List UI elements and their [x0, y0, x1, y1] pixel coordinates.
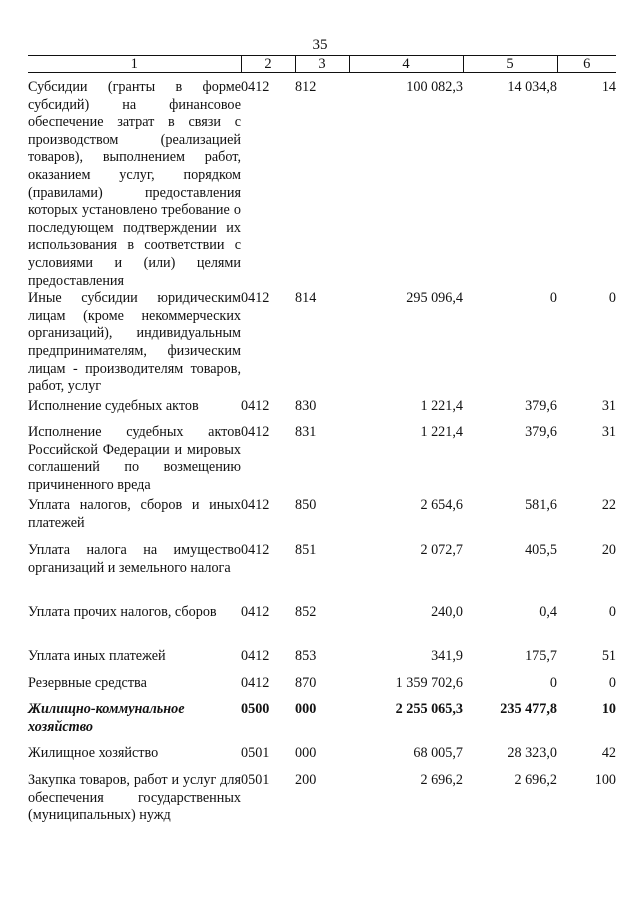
row-expense-type-code: 812	[295, 79, 317, 95]
row-expense-type-code: 870	[295, 675, 317, 692]
row-percent: 31	[601, 424, 616, 441]
row-section-code: 0412	[241, 648, 270, 665]
row-name: Уплата налогов, сборов и иных платежей	[28, 497, 241, 531]
row-executed-amount: 379,6	[525, 398, 557, 415]
row-planned-amount: 341,9	[431, 648, 463, 665]
table-row	[28, 73, 616, 291]
row-expense-type-code: 853	[295, 648, 317, 665]
row-executed-amount: 2 696,2	[514, 772, 557, 789]
row-percent: 14	[601, 79, 616, 95]
row-expense-type-code: 852	[295, 604, 317, 621]
row-executed-amount: 0,4	[539, 604, 557, 621]
row-expense-type-code: 000	[295, 745, 317, 762]
row-executed-amount: 581,6	[525, 497, 557, 514]
row-expense-type-code: 850	[295, 497, 317, 514]
column-header-2: 2	[241, 56, 295, 73]
row-percent: 0	[608, 290, 616, 307]
row-planned-amount: 68 005,7	[413, 745, 463, 762]
column-header-5: 5	[463, 56, 557, 73]
table-row	[28, 675, 616, 701]
row-executed-amount: 235 477,8	[500, 701, 557, 718]
row-executed-amount: 28 323,0	[507, 745, 557, 762]
row-planned-amount: 2 255 065,3	[395, 701, 463, 718]
table-row	[28, 290, 616, 398]
row-executed-amount: 0	[549, 290, 557, 307]
row-section-code: 0412	[241, 542, 270, 559]
row-executed-amount: 0	[549, 675, 557, 692]
row-executed-amount: 379,6	[525, 424, 557, 441]
row-section-code: 0412	[241, 398, 270, 415]
row-planned-amount: 1 359 702,6	[395, 675, 463, 692]
row-name: Закупка товаров, работ и услуг для обеспечения государственных (муниципальных) нужд	[28, 772, 241, 824]
table-row	[28, 398, 616, 424]
row-planned-amount: 295 096,4	[406, 290, 463, 307]
row-section-code: 0501	[241, 745, 270, 762]
row-section-code: 0501	[241, 772, 270, 789]
row-percent: 100	[594, 772, 616, 789]
row-percent: 22	[601, 497, 616, 514]
row-name: Субсидии (гранты в форме субсидий) на финансовое обеспечение затрат в связи с производством (реализацией товаров), выполнением работ, оказанием услуг, порядком (правилами) предоставления которых установлено требование о последующем подтверждении их использования в соответствии с условиями и (или) целями предоставления	[28, 79, 241, 289]
row-section-code: 0500	[241, 701, 270, 718]
page-number: 35	[312, 37, 328, 53]
row-expense-type-code: 814	[295, 290, 317, 307]
table-row	[28, 542, 616, 604]
row-planned-amount: 2 654,6	[420, 497, 463, 514]
column-header-1: 1	[28, 56, 241, 73]
row-name: Жилищно-коммунальное хозяйство	[28, 701, 185, 735]
row-expense-type-code: 831	[295, 424, 317, 441]
table-header-row	[28, 56, 616, 73]
column-header-3: 3	[295, 56, 349, 73]
row-section-code: 0412	[241, 497, 270, 514]
column-header-6: 6	[557, 56, 616, 73]
row-percent: 20	[601, 542, 616, 559]
table-row	[28, 497, 616, 542]
row-planned-amount: 1 221,4	[420, 398, 463, 415]
row-executed-amount: 175,7	[525, 648, 557, 665]
row-name: Уплата прочих налогов, сборов	[28, 604, 217, 621]
table-row	[28, 745, 616, 772]
row-section-code: 0412	[241, 675, 270, 692]
row-planned-amount: 2 696,2	[420, 772, 463, 789]
row-executed-amount: 14 034,8	[507, 79, 557, 95]
row-expense-type-code: 830	[295, 398, 317, 415]
row-name: Жилищное хозяйство	[28, 745, 159, 762]
row-section-code: 0412	[241, 604, 270, 621]
row-name: Уплата налога на имущество организаций и земельного налога	[28, 542, 241, 576]
row-name: Иные субсидии юридическим лицам (кроме некоммерческих организаций), индивидуальным предпринимателям, физическим лицам - производителям товаров, работ, услуг	[28, 290, 241, 395]
row-percent: 51	[601, 648, 616, 665]
row-planned-amount: 100 082,3	[406, 79, 463, 95]
row-name: Уплата иных платежей	[28, 648, 166, 665]
row-section-code: 0412	[241, 424, 270, 441]
row-percent: 10	[601, 701, 616, 718]
budget-table	[28, 55, 616, 844]
row-percent: 0	[608, 604, 616, 621]
row-name: Резервные средства	[28, 675, 147, 692]
column-header-4: 4	[349, 56, 463, 73]
table-row	[28, 604, 616, 648]
table-row	[28, 772, 616, 844]
row-section-code: 0412	[241, 290, 270, 307]
row-percent: 0	[608, 675, 616, 692]
table-row	[28, 424, 616, 497]
row-planned-amount: 2 072,7	[420, 542, 463, 559]
table-row	[28, 701, 616, 745]
row-name: Исполнение судебных актов Российской Федерации и мировых соглашений по возмещению причиненного вреда	[28, 424, 241, 493]
row-percent: 31	[601, 398, 616, 415]
row-planned-amount: 240,0	[431, 604, 463, 621]
row-expense-type-code: 851	[295, 542, 317, 559]
row-percent: 42	[601, 745, 616, 762]
row-expense-type-code: 000	[295, 701, 317, 718]
row-section-code: 0412	[241, 79, 270, 95]
row-planned-amount: 1 221,4	[420, 424, 463, 441]
row-expense-type-code: 200	[295, 772, 317, 789]
row-executed-amount: 405,5	[525, 542, 557, 559]
table-row	[28, 648, 616, 675]
row-name: Исполнение судебных актов	[28, 398, 199, 415]
